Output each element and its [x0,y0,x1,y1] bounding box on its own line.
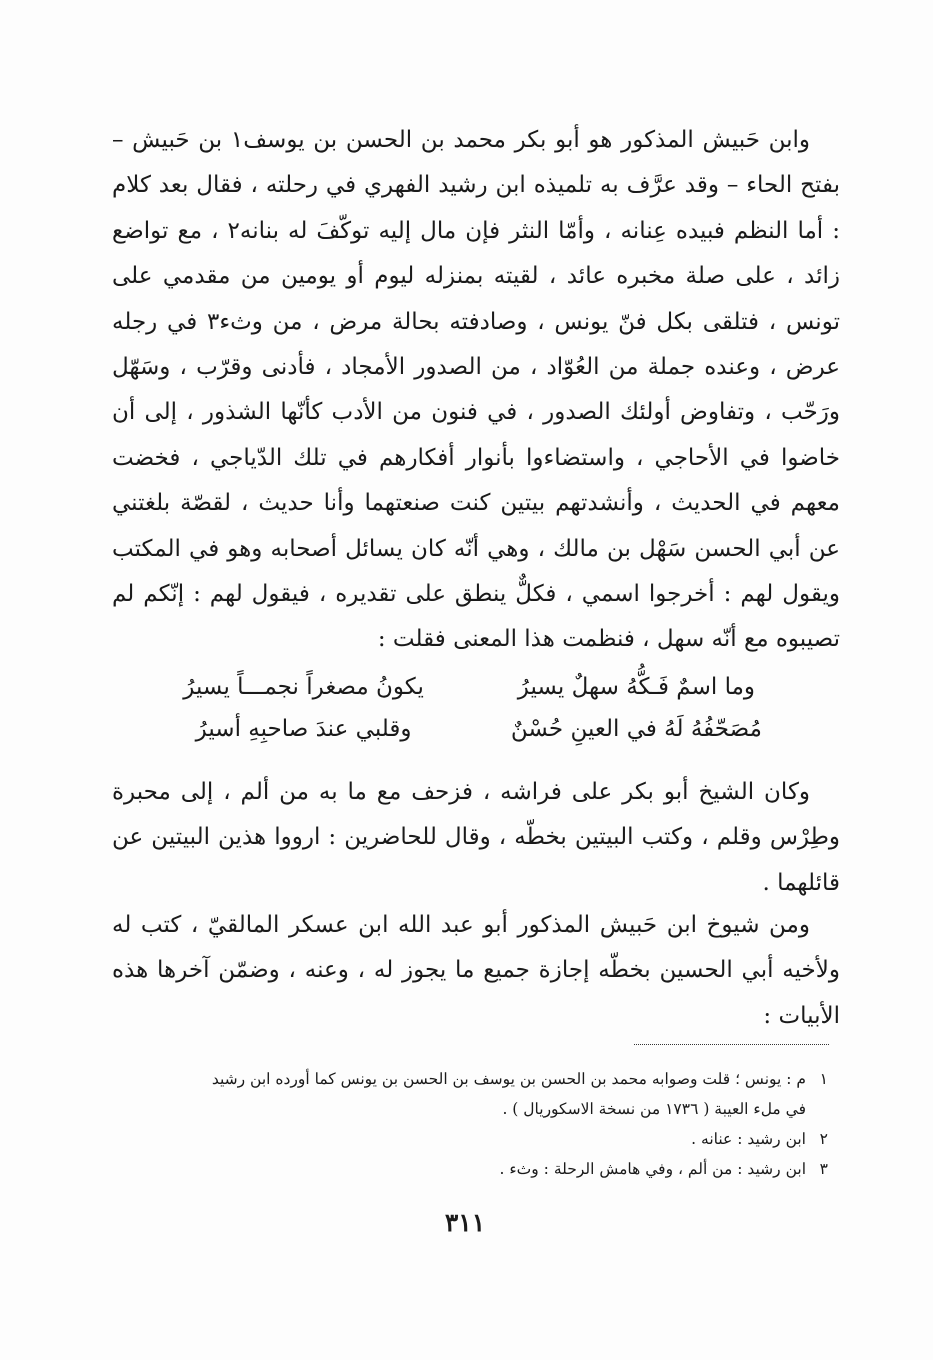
poem-hemistich: وما اسمٌ فَـكُّهُ سهلٌ يسيرُ [517,674,756,700]
main-paragraph-3 [112,903,840,1039]
poem-verse-2 [150,708,790,750]
poem-hemistich: مُصَحّفُهُ لَهُ في العينِ حُسْنٌ [510,716,762,742]
main-paragraph-1 [112,118,840,663]
poem-hemistich: وقلبي عندَ صاحبِهِ أسيرُ [195,716,412,742]
footnote-3 [118,1154,828,1184]
footnote-1 [118,1064,828,1094]
footnote-text: ابن رشيد : عنانه . [691,1130,806,1148]
footnote-2 [118,1124,828,1154]
footnote-text: م : يونس ؛ قلت وصوابه محمد بن الحسن بن يوسف بن الحسن بن يونس كما أورده ابن رشيد [211,1070,806,1088]
footnote-number: ٢ [819,1130,828,1148]
page-number: ٣١١ [444,1208,486,1237]
footnote-divider [634,1044,829,1045]
footnotes [118,1064,828,1184]
paragraph-text: وابن حَبيش المذكور هو أبو بكر محمد بن الحسن بن يوسف١ بن حَبيش – بفتح الحاء – وقد عرَّف به تلميذه ابن رشيد الفهري في رحلته ، فقال بعد كلام : أما النظم فبيده عِنانه ، وأمّا النثر فإن مال إليه توكّفَ له بنانه٢ ، مع تواضع زائد ، على صلة مخبره عائد ، لقيته بمنزله ليوم أو يومين من مقدمي على تونس ، فتلقى بكل فنّ يونس ، وصادفته بحالة مرض ، من وثء٣ في رجله عرض ، وعنده جملة من العُوّاد ، من الصدور الأمجاد ، فأدنى وقرّب ، وسَهّل ورَحّب ، وتفاوض أولئك الصدور ، في فنون من الأدب كأنّها الشذور ، إلى أن خاضوا في الأحاجي ، واستضاءوا بأنوار أفكارهم في تلك الدّياجي ، فخضت معهم في الحديث ، وأنشدتهم بيتين كنت صنعتهما وأنا حديث ، لقصّة بلغتني عن أبي الحسن سَهْل بن مالك ، وهي أنّه كان يسائل أصحابه وهو في المكتب ويقول لهم : أخرجوا اسمي ، فكلٌّ ينطق على تقديره ، فيقول لهم : إنّكم لم تصيبوه مع أنّه سهل ، فنظمت هذا المعنى فقلت : [112,127,840,653]
footnote-1-continuation: في ملء العيبة ( ١٧٣٦ من نسخة الاسكوريال ) . [502,1100,806,1118]
footnote-number: ٣ [819,1160,828,1178]
footnote-number: ١ [819,1070,828,1088]
poem-hemistich: يكونُ مصغراً نجمـــاً يسيرُ [183,674,424,700]
poem-verse-1 [150,666,790,708]
paragraph-text: وكان الشيخ أبو بكر على فراشه ، فزحف مع ما به من ألم ، إلى محبرة وطِرْس وقلم ، وكتب البيتين بخطّه ، وقال للحاضرين : ارووا هذين البيتين عن قائلهما . [112,779,840,896]
footnote-text: ابن رشيد : من ألم ، وفي هامش الرحلة : وثء . [499,1160,806,1178]
paragraph-text: ومن شيوخ ابن حَبيش المذكور أبو عبد الله ابن عسكر المالقيّ ، كتب له ولأخيه أبي الحسين بخطّه إجازة جميع ما يجوز له ، وعنه ، وضمّن آخرها هذه الأبيات : [112,912,840,1029]
main-paragraph-2 [112,770,840,906]
poem [150,666,790,750]
